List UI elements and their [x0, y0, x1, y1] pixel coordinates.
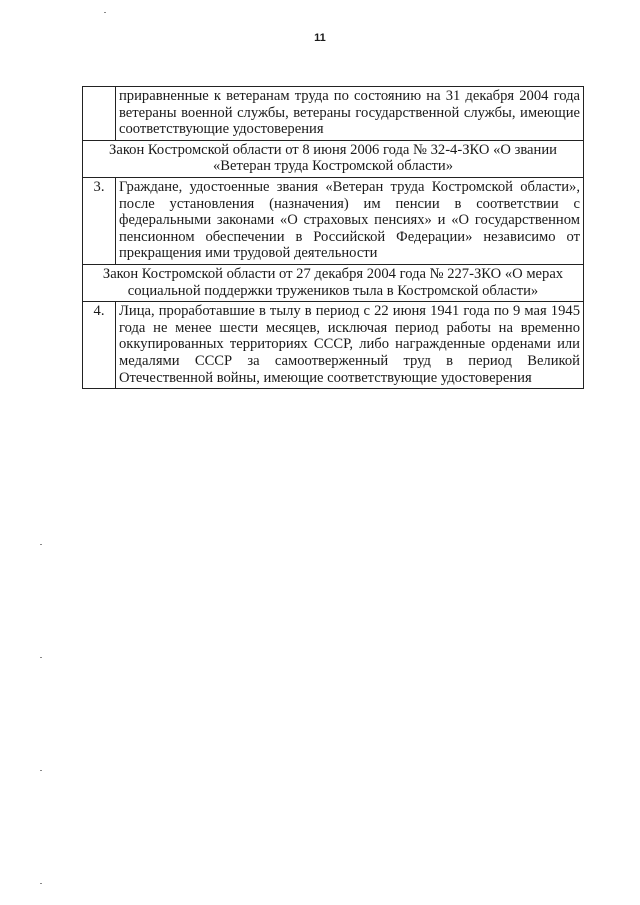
row-text: Граждане, удостоенные звания «Ветеран труда Костромской области», после установления (назначения) им пенсии в соответствии с федеральными законами «О страховых пенсиях» и «О государственном пенсионном обеспечении в Российской Федерации» независимо от прекращения ими трудовой деятельности	[116, 177, 584, 264]
scan-speck	[40, 657, 42, 658]
scan-speck	[40, 544, 42, 545]
table-row	[83, 177, 584, 264]
scan-speck	[104, 12, 106, 13]
table-row	[83, 87, 584, 141]
section-heading: Закон Костромской области от 27 декабря 2004 года № 227-ЗКО «О мерах социальной поддержки тружеников тыла в Костромской области»	[83, 264, 584, 301]
scan-speck	[40, 770, 42, 771]
benefits-table	[82, 86, 584, 389]
scan-speck	[40, 883, 42, 884]
section-heading: Закон Костромской области от 8 июня 2006 года № 32-4-ЗКО «О звании «Ветеран труда Костромской области»	[83, 140, 584, 177]
row-text: Лица, проработавшие в тылу в период с 22 июня 1941 года по 9 мая 1945 года не менее шести месяцев, исключая период работы на временно оккупированных территориях СССР, либо награжденные орденами или медалями СССР за самоотверженный труд в период Великой Отечественной войны, имеющие соответствующие удостоверения	[116, 302, 584, 389]
row-number: 3.	[83, 177, 116, 264]
table-row	[83, 302, 584, 389]
row-text: приравненные к ветеранам труда по состоянию на 31 декабря 2004 года ветераны военной службы, ветераны государственной службы, имеющие соответствующие удостоверения	[116, 87, 584, 141]
section-row	[83, 264, 584, 301]
row-number: 4.	[83, 302, 116, 389]
page-number: 11	[314, 32, 326, 44]
section-row	[83, 140, 584, 177]
row-number	[83, 87, 116, 141]
